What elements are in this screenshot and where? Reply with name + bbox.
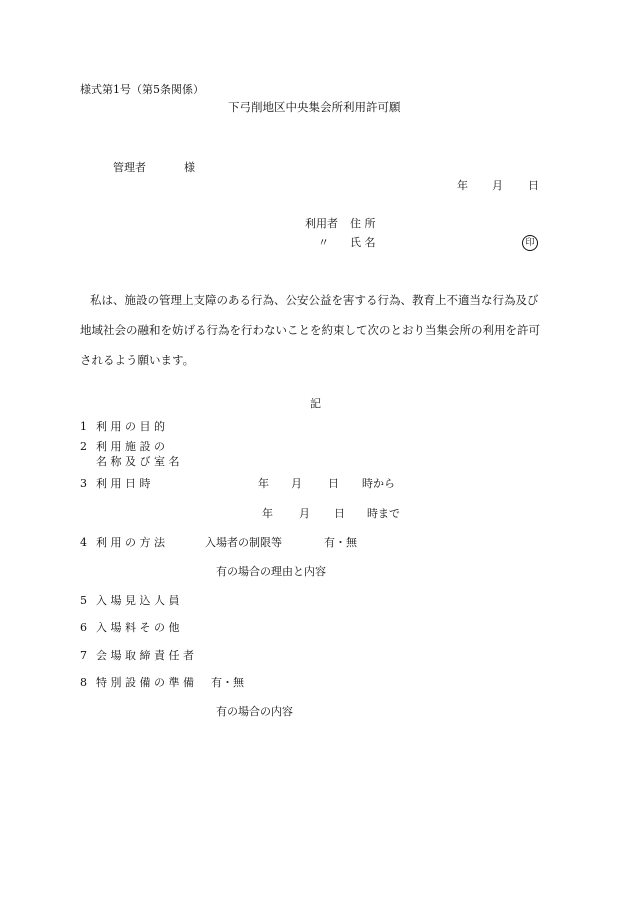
body-line-2: 地域社会の融和を妨げる行為を行わないことを約束して次のとおり当集会所の利用を許可 — [80, 323, 540, 337]
item-2-label-line1: 利 用 施 設 の — [96, 440, 165, 453]
to-month-label: 月 — [299, 507, 310, 520]
item-8-number: 8 — [80, 676, 87, 689]
to-day-label: 日 — [334, 507, 345, 520]
item-8-label: 特 別 設 備 の 準 備 — [96, 676, 194, 689]
ditto-mark: 〃 — [318, 236, 329, 249]
item-1-label: 利 用 の 目 的 — [96, 420, 165, 433]
restriction-reason-label: 有の場合の理由と内容 — [216, 565, 326, 578]
body-line-3: されるよう願います。 — [80, 353, 195, 367]
item-7-label: 会 場 取 締 責 任 者 — [96, 649, 194, 662]
item-3-label: 利 用 日 時 — [96, 477, 151, 490]
item-4-label: 利 用 の 方 法 — [96, 536, 165, 549]
from-day-label: 日 — [328, 477, 339, 490]
equipment-choice: 有・無 — [211, 676, 244, 689]
form-number: 様式第1号（第5条関係） — [80, 83, 204, 96]
addressee-role: 管理者 — [113, 161, 146, 174]
address-label: 住 所 — [350, 217, 376, 230]
item-6-label: 入 場 料 そ の 他 — [96, 621, 180, 634]
body-line-1: 私は、施設の管理上支障のある行為、公安公益を害する行為、教育上不適当な行為及び — [90, 293, 539, 307]
item-2-label-line2: 名 称 及 び 室 名 — [96, 455, 180, 468]
addressee-honorific: 様 — [184, 161, 195, 174]
item-7-number: 7 — [80, 649, 87, 662]
seal-mark: 印 — [522, 235, 538, 251]
item-6-number: 6 — [80, 621, 87, 634]
item-2-number: 2 — [80, 440, 87, 453]
item-3-number: 3 — [80, 477, 87, 490]
restriction-label: 入場者の制限等 — [205, 536, 282, 549]
item-5-number: 5 — [80, 594, 87, 607]
item-4-number: 4 — [80, 536, 87, 549]
to-time-suffix: 時まで — [367, 507, 400, 520]
date-day-label: 日 — [528, 179, 539, 192]
from-month-label: 月 — [291, 477, 302, 490]
item-1-number: 1 — [80, 420, 87, 433]
restriction-choice: 有・無 — [324, 536, 357, 549]
date-month-label: 月 — [492, 179, 503, 192]
equipment-content-label: 有の場合の内容 — [216, 705, 293, 718]
from-year-label: 年 — [258, 477, 269, 490]
ki-heading: 記 — [310, 397, 321, 410]
form-title: 下弓削地区中央集会所利用許可願 — [228, 100, 401, 114]
date-year-label: 年 — [457, 179, 468, 192]
to-year-label: 年 — [262, 507, 273, 520]
from-time-suffix: 時から — [362, 477, 395, 490]
name-label: 氏 名 — [350, 236, 376, 249]
item-5-label: 入 場 見 込 人 員 — [96, 594, 180, 607]
applicant-label: 利用者 — [305, 217, 338, 230]
